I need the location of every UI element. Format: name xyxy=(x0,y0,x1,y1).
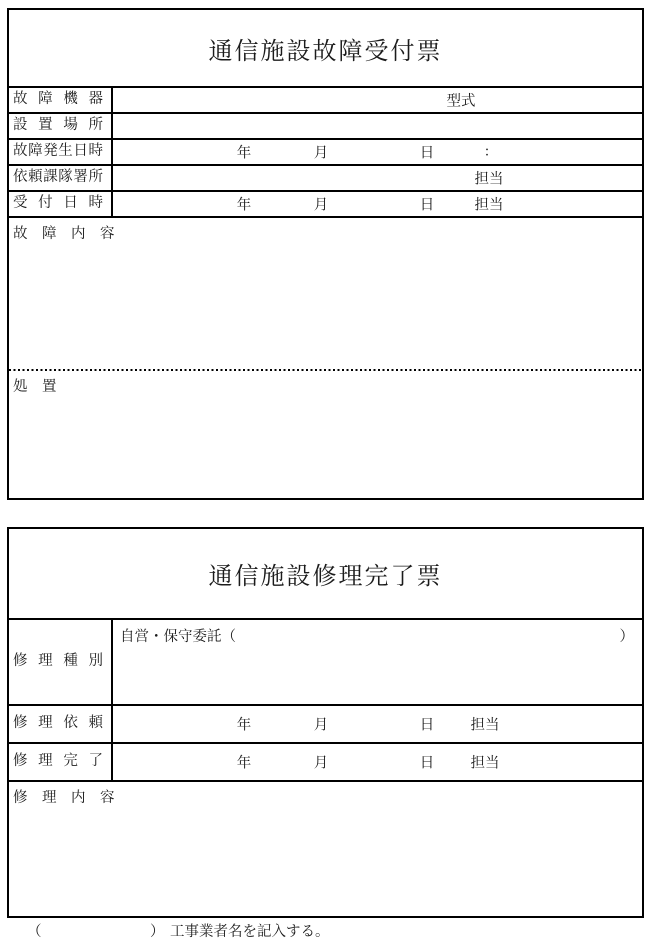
label-failure-datetime: 故障発生日時 xyxy=(9,140,113,164)
row-repair-request xyxy=(9,706,642,744)
repair-type-close-paren: ） xyxy=(619,629,634,645)
form1-title: 通信施設故障受付票 xyxy=(9,10,642,88)
label-installation-location: 設置場所 xyxy=(9,114,113,138)
row-reception-datetime xyxy=(9,192,642,218)
label-repair-request: 修理依頼 xyxy=(9,706,113,742)
label-failed-equipment: 故障機器 xyxy=(9,88,113,112)
action-taken-area[interactable] xyxy=(9,371,642,498)
repair-completion-form xyxy=(7,527,644,918)
footnote-close-paren: ） xyxy=(150,924,165,940)
day-label: 日 xyxy=(419,145,435,162)
day-label: 日 xyxy=(419,755,435,772)
footnote-text: 工事業者名を記入する。 xyxy=(170,924,330,940)
repair-content-label: 修 理 内 容 xyxy=(13,790,115,806)
row-installation-location xyxy=(9,114,642,140)
installation-location-input-area[interactable] xyxy=(113,114,642,138)
day-label: 日 xyxy=(419,717,435,734)
year-label: 年 xyxy=(236,755,252,772)
label-reception-datetime: 受付日時 xyxy=(9,192,113,216)
requesting-unit-input-area[interactable] xyxy=(113,166,642,190)
year-label: 年 xyxy=(236,145,252,162)
failed-equipment-input-area[interactable] xyxy=(113,88,642,112)
month-label: 月 xyxy=(313,145,329,162)
staff-label: 担当 xyxy=(474,171,504,188)
row-failed-equipment xyxy=(9,88,642,114)
row-requesting-unit xyxy=(9,166,642,192)
staff-label: 担当 xyxy=(470,717,500,734)
time-colon: : xyxy=(484,143,490,160)
month-label: 月 xyxy=(313,717,329,734)
failure-reception-form xyxy=(7,8,644,500)
model-type-label: 型式 xyxy=(446,93,476,110)
repair-type-option-text: 自営・保守委託（ xyxy=(120,629,236,645)
year-label: 年 xyxy=(236,197,252,214)
label-requesting-unit: 依頼課隊署所 xyxy=(9,166,113,190)
staff-label: 担当 xyxy=(474,197,504,214)
row-repair-completed xyxy=(9,744,642,782)
repair-request-input-area[interactable] xyxy=(113,706,642,742)
repair-completed-input-area[interactable] xyxy=(113,744,642,780)
month-label: 月 xyxy=(313,197,329,214)
form2-title: 通信施設修理完了票 xyxy=(9,529,642,620)
row-repair-type xyxy=(9,620,642,706)
reception-datetime-input-area[interactable] xyxy=(113,192,642,216)
label-repair-type: 修理種別 xyxy=(9,620,113,704)
action-taken-label: 処 置 xyxy=(13,379,57,395)
staff-label: 担当 xyxy=(470,755,500,772)
failure-datetime-input-area[interactable] xyxy=(113,140,642,164)
year-label: 年 xyxy=(236,717,252,734)
failure-content-label: 故 障 内 容 xyxy=(13,226,115,242)
month-label: 月 xyxy=(313,755,329,772)
failure-content-area[interactable] xyxy=(9,218,642,369)
row-failure-datetime xyxy=(9,140,642,166)
day-label: 日 xyxy=(419,197,435,214)
repair-type-input-area[interactable] xyxy=(113,620,642,704)
repair-content-area[interactable] xyxy=(9,782,642,916)
label-repair-completed: 修理完了 xyxy=(9,744,113,780)
footnote-open-paren: （ xyxy=(27,924,42,940)
footnote xyxy=(0,920,651,940)
